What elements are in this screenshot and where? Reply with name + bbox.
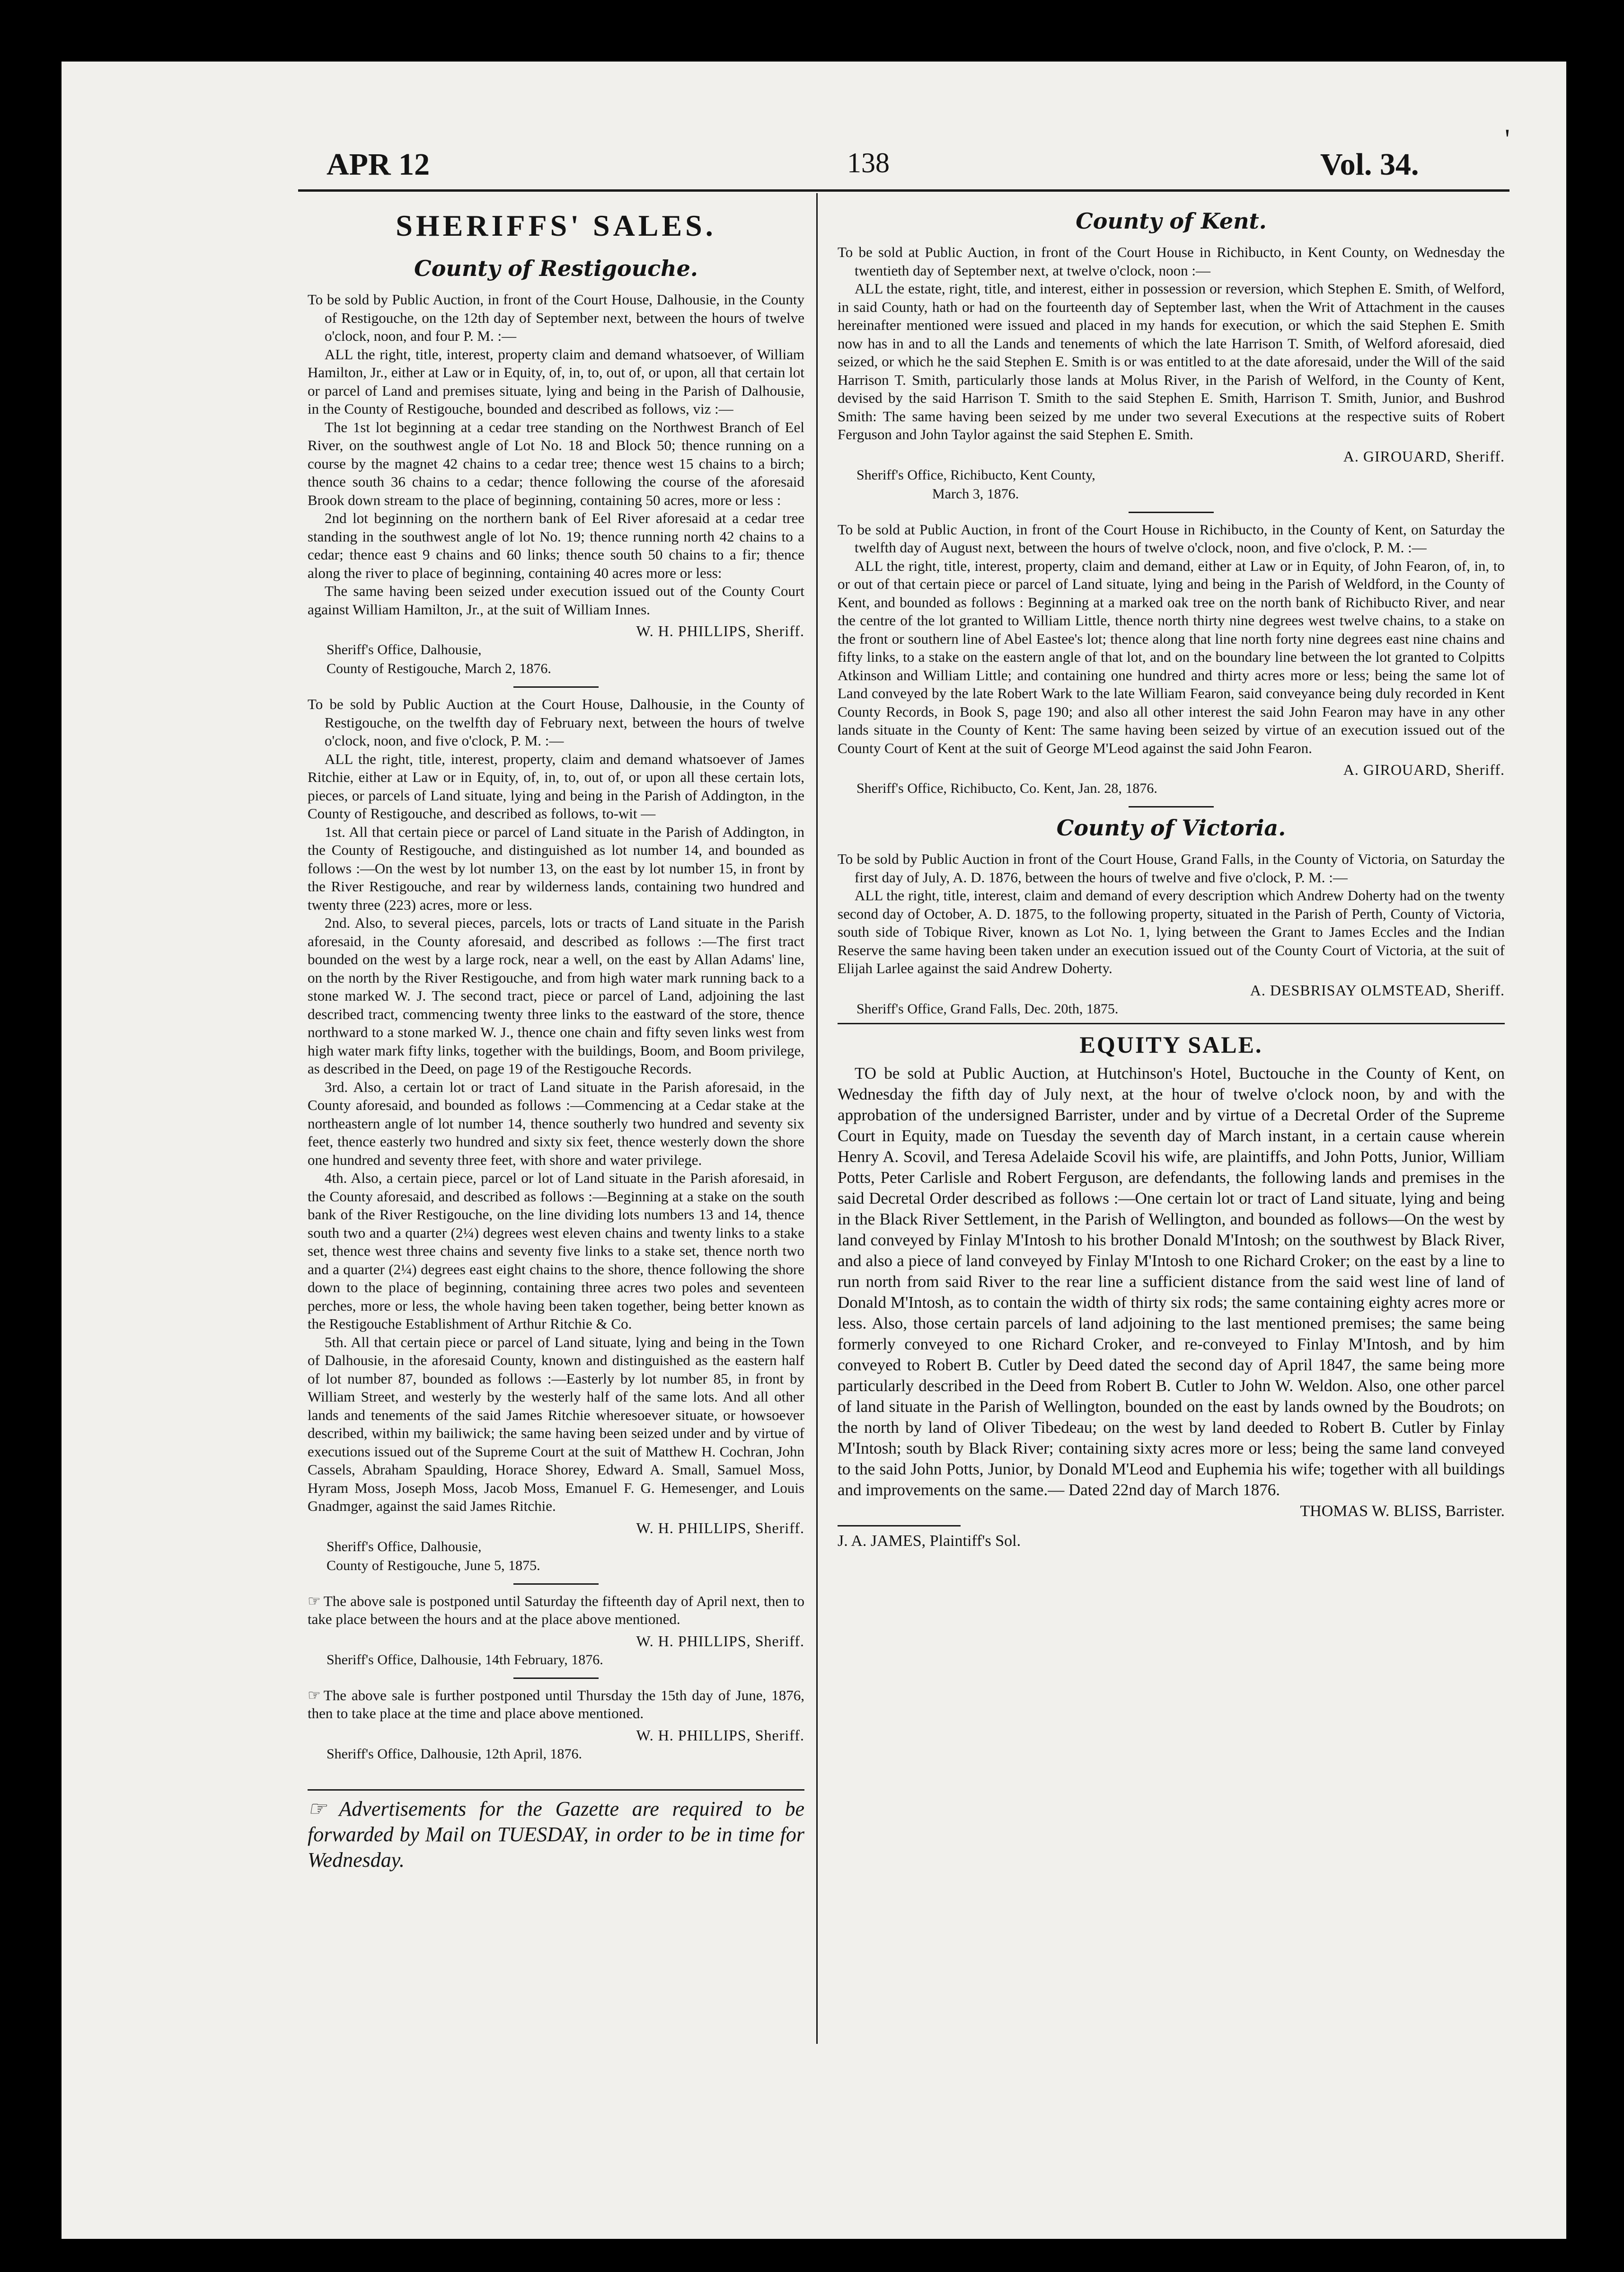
victoria-paragraph: ALL the right, title, interest, claim and demand of every description which Andrew Doherty had on the twenty second day of October, A. D. 1875, to the following property, situated in the Parish of Perth, County of Victoria, south side of Tobique River, known as Lot No. 1, lying between the Grant to James Eccles and the Indian Reserve the same having been taken under an execution issued out of the County Court of Victoria, at the suit of Elijah Larlee against the said Andrew Doherty. <box>838 887 1505 976</box>
kent2-intro: To be sold at Public Auction, in front of the Court House in Richibucto, in the County of Kent, on Saturday the twelfth day of August next, between the hours of twelve o'clock, noon, and five o'clock, P. M. :— <box>838 521 1505 556</box>
section-title: SHERIFFS' SALES. <box>396 209 716 242</box>
separator <box>513 1583 599 1585</box>
equity-rule <box>838 1525 961 1526</box>
separator <box>1129 512 1214 513</box>
page-date: APR 12 <box>327 147 430 182</box>
header-rule <box>298 189 1509 192</box>
kent2-office: Sheriff's Office, Richibucto, Co. Kent, Jan. 28, 1876. <box>856 781 1157 796</box>
kent1-office: Sheriff's Office, Richibucto, Kent County, <box>856 467 1095 483</box>
separator <box>1129 806 1214 808</box>
postpone-notice <box>308 1592 804 1629</box>
sale2-office-date: County of Restigouche, June 5, 1875. <box>327 1557 540 1573</box>
postpone1-office: Sheriff's Office, Dalhousie, 14th February, 1876. <box>327 1651 603 1668</box>
advert-rule <box>308 1789 804 1791</box>
kent1-signature: A. GIROUARD, Sheriff. <box>1343 447 1505 465</box>
sale1-intro: To be sold by Public Auction, in front of the Court House, Dalhousie, in the County of Restigouche, on the 12th day of September next, between the hours of twelve o'clock, noon, and four P. M. :— <box>308 291 804 344</box>
equity-signature: THOMAS W. BLISS, Barrister. <box>1300 1502 1505 1520</box>
kent1-office-date: March 3, 1876. <box>932 486 1019 502</box>
kent1-paragraph: ALL the estate, right, title, and interest, either in possession or reversion, which Stephen E. Smith, of Welford, in said County, hath or had on the fourteenth day of September last, when the Writ of Attachment in the causes hereinafter mentioned were issued and placed in my hands for execution, or which the said Stephen E. Smith now has in and to all the Lands and tenements of which the late Harrison T. Smith, of Welford aforesaid, died seized, or which he the said Stephen E. Smith is or was entitled to at the date aforesaid, under the Will of the said Harrison T. Smith, particularly those lands at Molus River, in the Parish of Welford, in the County of Kent, devised by the said Harrison T. Smith to the said Stephen E. Smith, Harrison T. Smith, Junior, and Bushrod Smith: The same having been seized by me under two several Executions at the respective suits of Robert Ferguson and John Taylor against the said Stephen E. Smith. <box>838 280 1505 443</box>
sale2-paragraph: 3rd. Also, a certain lot or tract of Land situate in the Parish aforesaid, in the County aforesaid, and bounded as follows :—Commencing at a Cedar stake at the northeastern angle of lot number 14, thence southerly two hundred and seventy six feet, thence easterly two hundred and sixty six feet, thence westerly down the shore one hundred and seventy three feet, with shore and water privilege. <box>308 1078 804 1168</box>
victoria-signature: A. DESBRISAY OLMSTEAD, Sheriff. <box>1250 981 1505 999</box>
sale2-paragraph: 5th. All that certain piece or parcel of Land situate, lying and being in the Town of Dalhousie, in the aforesaid County, known and distinguished as the eastern half of lot number 87, bounded as follows :—Easterly by lot number 85, in front by William Street, and westerly by the westerly half of the same lots. And all other lands and tenements of the said James Ritchie wheresoever situate, or howsoever described, within my bailiwick; the same having been seized under and by virtue of executions issued out of the Supreme Court at the suit of Matthew H. Cochran, John Cassels, Abraham Spaulding, Horace Shorey, Edward A. Small, Samuel Moss, Hyram Moss, Joseph Moss, Jacob Moss, Emanuel F. G. Hemesenger, and Louis Gnadmger, against the said James Ritchie. <box>308 1333 804 1514</box>
sale2-paragraph: 4th. Also, a certain piece, parcel or lot of Land situate in the Parish aforesaid, in the County aforesaid, and described as follows :—Beginning at a stake on the south bank of the River Restigouche, on the line dividing lots numbers 13 and 14, thence south two and a quarter (2¼) degrees west eleven chains and twenty links to a stake set, thence west three chains and seventy five links to a stake set, thence north two and a quarter (2¼) degrees east eight chains to the shore, thence following the shore down to the place of beginning, containing three acres two poles and seventeen perches, more or less, the whole having been taken together, being better known as the Restigouche Establishment of Arthur Ritchie & Co. <box>308 1170 804 1332</box>
county-heading-victoria: County of Victoria. <box>1056 815 1286 841</box>
column-divider <box>816 193 818 2044</box>
equity-paragraph: TO be sold at Public Auction, at Hutchinson's Hotel, Buctouche in the County of Kent, on Wednesday the fifth day of July next, at the hour of twelve o'clock noon, by and with the approbation of the undersigned Barrister, under and by virtue of a Decretal Order of the Supreme Court in Equity, made on Tuesday the seventh day of March instant, in a certain cause wherein Henry A. Scovil, and Teresa Adelaide Scovil his wife, are plaintiffs, and John Potts, Junior, William Potts, Peter Carlisle and Robert Ferguson, are defendants, the following lands and premises in the said Decretal Order described as follows :—One certain lot or tract of Land situate, lying and being in the Black River Settlement, in the Parish of Wellington, and bounded as follows—On the west by land conveyed by Finlay M'Intosh to his brother Donald M'Intosh; on the southwest by Black River, and also a piece of land conveyed by Finlay M'Intosh to one Richard Croker; on the east by a line to run north from said River to the rear line a sufficient distance from the said west line of land of Donald M'Intosh, as to contain the width of thirty six rods; the same containing eighty acres more or less. Also, those certain parcels of land adjoining to the last mentioned premises; the same being formerly conveyed to one Richard Croker, and re-conveyed to Finlay M'Intosh, and by him conveyed to Robert B. Cutler by Deed dated the second day of April 1847, the same being more particularly described in the Deed from Robert B. Cutler to John W. Weldon. Also, one other parcel of land situate in the Parish of Wellington, bounded on the east by lands owned by the Boudrots; on the north by land of Oliver Tibedeau; on the west by land deeded to Robert B. Cutler by Finlay M'Intosh; south by Black River; containing sixty acres more or less; being the same land conveyed to the said John Potts, Junior, by Donald M'Leod and Euphemia his wife; together with all buildings and improvements on the same.— Dated 22nd day of March 1876. <box>838 1064 1505 1499</box>
advert-text: Advertisements for the Gazette are required to be forwarded by Mail on TUESDAY, in order to be in time for Wednesday. <box>308 1797 804 1872</box>
equity-rule <box>838 1023 1505 1024</box>
sale1-paragraph: The same having been seized under execution issued out of the County Court against William Hamilton, Jr., at the suit of William Innes. <box>308 583 804 618</box>
volume-label: Vol. 34. <box>1320 147 1419 182</box>
postpone-notice <box>308 1686 804 1723</box>
sale1-paragraph: ALL the right, title, interest, property claim and demand whatsoever, of William Hamilton, Jr., either at Law or in Equity, of, in, to, out of, or upon, all that certain lot or parcel of Land and premises situate, lying and being in the Parish of Dalhousie, in the County of Restigouche, bounded and described as follows, viz :— <box>308 346 804 417</box>
sale2-signature: W. H. PHILLIPS, Sheriff. <box>636 1519 804 1536</box>
sale2-office: Sheriff's Office, Dalhousie, <box>327 1538 482 1554</box>
pointing-hand-icon: ☞ <box>308 1592 321 1609</box>
left-column <box>308 204 804 1764</box>
corner-mark-icon: ' <box>1505 124 1510 155</box>
sale2-paragraph: ALL the right, title, interest, property, claim and demand whatsoever of James Ritchie, either at Law or in Equity, of, in, to, out of, or upon all these certain lots, pieces, or parcels of Land situate, lying and being in the Parish of Addington, in the County of Restigouche, and described as follows, to-wit — <box>308 750 804 822</box>
postpone2-text: The above sale is further postponed until Thursday the 15th day of June, 1876, then to take place at the time and place above mentioned. <box>308 1686 804 1722</box>
equity-solicitor: J. A. JAMES, Plaintiff's Sol. <box>838 1532 1021 1550</box>
sale1-paragraph: The 1st lot beginning at a cedar tree standing on the Northwest Branch of Eel River, on the southwest angle of Lot No. 18 and Block 50; thence running on a course by the magnet 42 chains to a cedar tree; thence west 15 chains to a birch; thence south 36 chains to a cedar; thence following the course of the aforesaid Brook down stream to the place of beginning, containing 50 acres, more or less : <box>308 418 804 508</box>
sale1-signature: W. H. PHILLIPS, Sheriff. <box>636 622 804 639</box>
separator <box>513 686 599 688</box>
kent2-signature: A. GIROUARD, Sheriff. <box>1343 761 1505 778</box>
county-heading-kent: County of Kent. <box>1076 208 1267 234</box>
postpone1-signature: W. H. PHILLIPS, Sheriff. <box>636 1632 804 1650</box>
sale1-office-date: County of Restigouche, March 2, 1876. <box>327 661 551 676</box>
sale1-office: Sheriff's Office, Dalhousie, <box>327 642 482 657</box>
sale2-paragraph: 2nd. Also, to several pieces, parcels, lots or tracts of Land situate in the Parish aforesaid, in the County aforesaid, and described as follows :—The first tract bounded on the west by a large rock, near a well, on the east by Allan Adams' line, on the north by the River Restigouche, and from high water mark running back to a stone marked W. J. The second tract, piece or parcel of Land, adjoining the last described tract, commencing twenty three links to the eastward of the store, thence northward to a stone marked W. J., thence one chain and fifty seven links west from high water mark fifty links, together with the buildings, Boom, and Boom privilege, as described in the Deed, on page 19 of the Restigouche Records. <box>308 914 804 1077</box>
right-column <box>838 204 1505 1552</box>
kent1-intro: To be sold at Public Auction, in front of the Court House in Richibucto, in Kent County, on Wednesday the twentieth day of September next, at twelve o'clock, noon :— <box>838 244 1505 279</box>
sale2-paragraph: 1st. All that certain piece or parcel of Land situate in the Parish of Addington, in the County of Restigouche, and distinguished as lot number 14, and bounded as follows :—On the west by lot number 13, on the east by lot number 15, in front by the River Restigouche, and rear by wilderness lands, containing two hundred and twenty three (223) acres, more or less. <box>308 823 804 913</box>
postpone1-text: The above sale is postponed until Saturday the fifteenth day of April next, then to take place between the hours and at the place above mentioned. <box>308 1592 804 1627</box>
sale2-intro: To be sold by Public Auction at the Court House, Dalhousie, in the County of Restigouche, on the twelfth day of February next, between the hours of twelve o'clock, noon, and five o'clock, P. M. :— <box>308 696 804 749</box>
postpone2-signature: W. H. PHILLIPS, Sheriff. <box>636 1726 804 1744</box>
postpone2-office: Sheriff's Office, Dalhousie, 12th April, 1876. <box>327 1746 583 1762</box>
sale1-paragraph: 2nd lot beginning on the northern bank of Eel River aforesaid at a cedar tree standing in the southwest angle of lot No. 19; thence running north 42 chains to a cedar; thence east 9 chains and 60 links; thence south 50 chains to a fir; thence along the river to place of beginning, containing 40 acres more or less: <box>308 510 804 581</box>
pointing-hand-icon: ☞ <box>308 1797 339 1820</box>
pointing-hand-icon: ☞ <box>308 1686 321 1704</box>
victoria-office: Sheriff's Office, Grand Falls, Dec. 20th, 1875. <box>856 1001 1119 1017</box>
victoria-intro: To be sold by Public Auction in front of the Court House, Grand Falls, in the County of Victoria, on Saturday the first day of July, A. D. 1876, between the hours of twelve and five o'clock, P. M. :— <box>838 851 1505 886</box>
advert-notice <box>308 1796 804 1873</box>
page-number: 138 <box>847 147 890 178</box>
equity-title: EQUITY SALE. <box>1079 1031 1263 1058</box>
gazette-page <box>62 62 1566 2239</box>
county-heading-restigouche: County of Restigouche. <box>414 256 698 281</box>
separator <box>513 1677 599 1679</box>
kent2-paragraph: ALL the right, title, interest, property, claim and demand, either at Law or in Equity, of John Fearon, of, in, to or out of that certain piece or parcel of Land situate, lying and being in the Parish of Weldford, in the County of Kent, and bounded as follows : Beginning at a marked oak tree on the north bank of Richibucto River, and near the centre of the lot granted to William Little, thence north thirty nine degrees west twelve chains, to a stake on the front or southern line of Abel Eastee's lot; thence along that line north forty nine degrees east nine chains and fifty links, to a stake on the eastern angle of that lot, and on the boundary line between the lot granted to Colpitts Atkinson and William Little; and containing one hundred and thirty acres more or less; being the same lot of Land conveyed by the late Robert Wark to the late William Fearon, said conveyance being duly recorded in Kent County Records, in Book S, page 190; and also all other interest the said John Fearon may have in any other lands situate in the County of Kent: The same having been seized by virtue of an execution issued out of the County Court of Kent at the suit of George M'Leod against the said John Fearon. <box>838 557 1505 756</box>
